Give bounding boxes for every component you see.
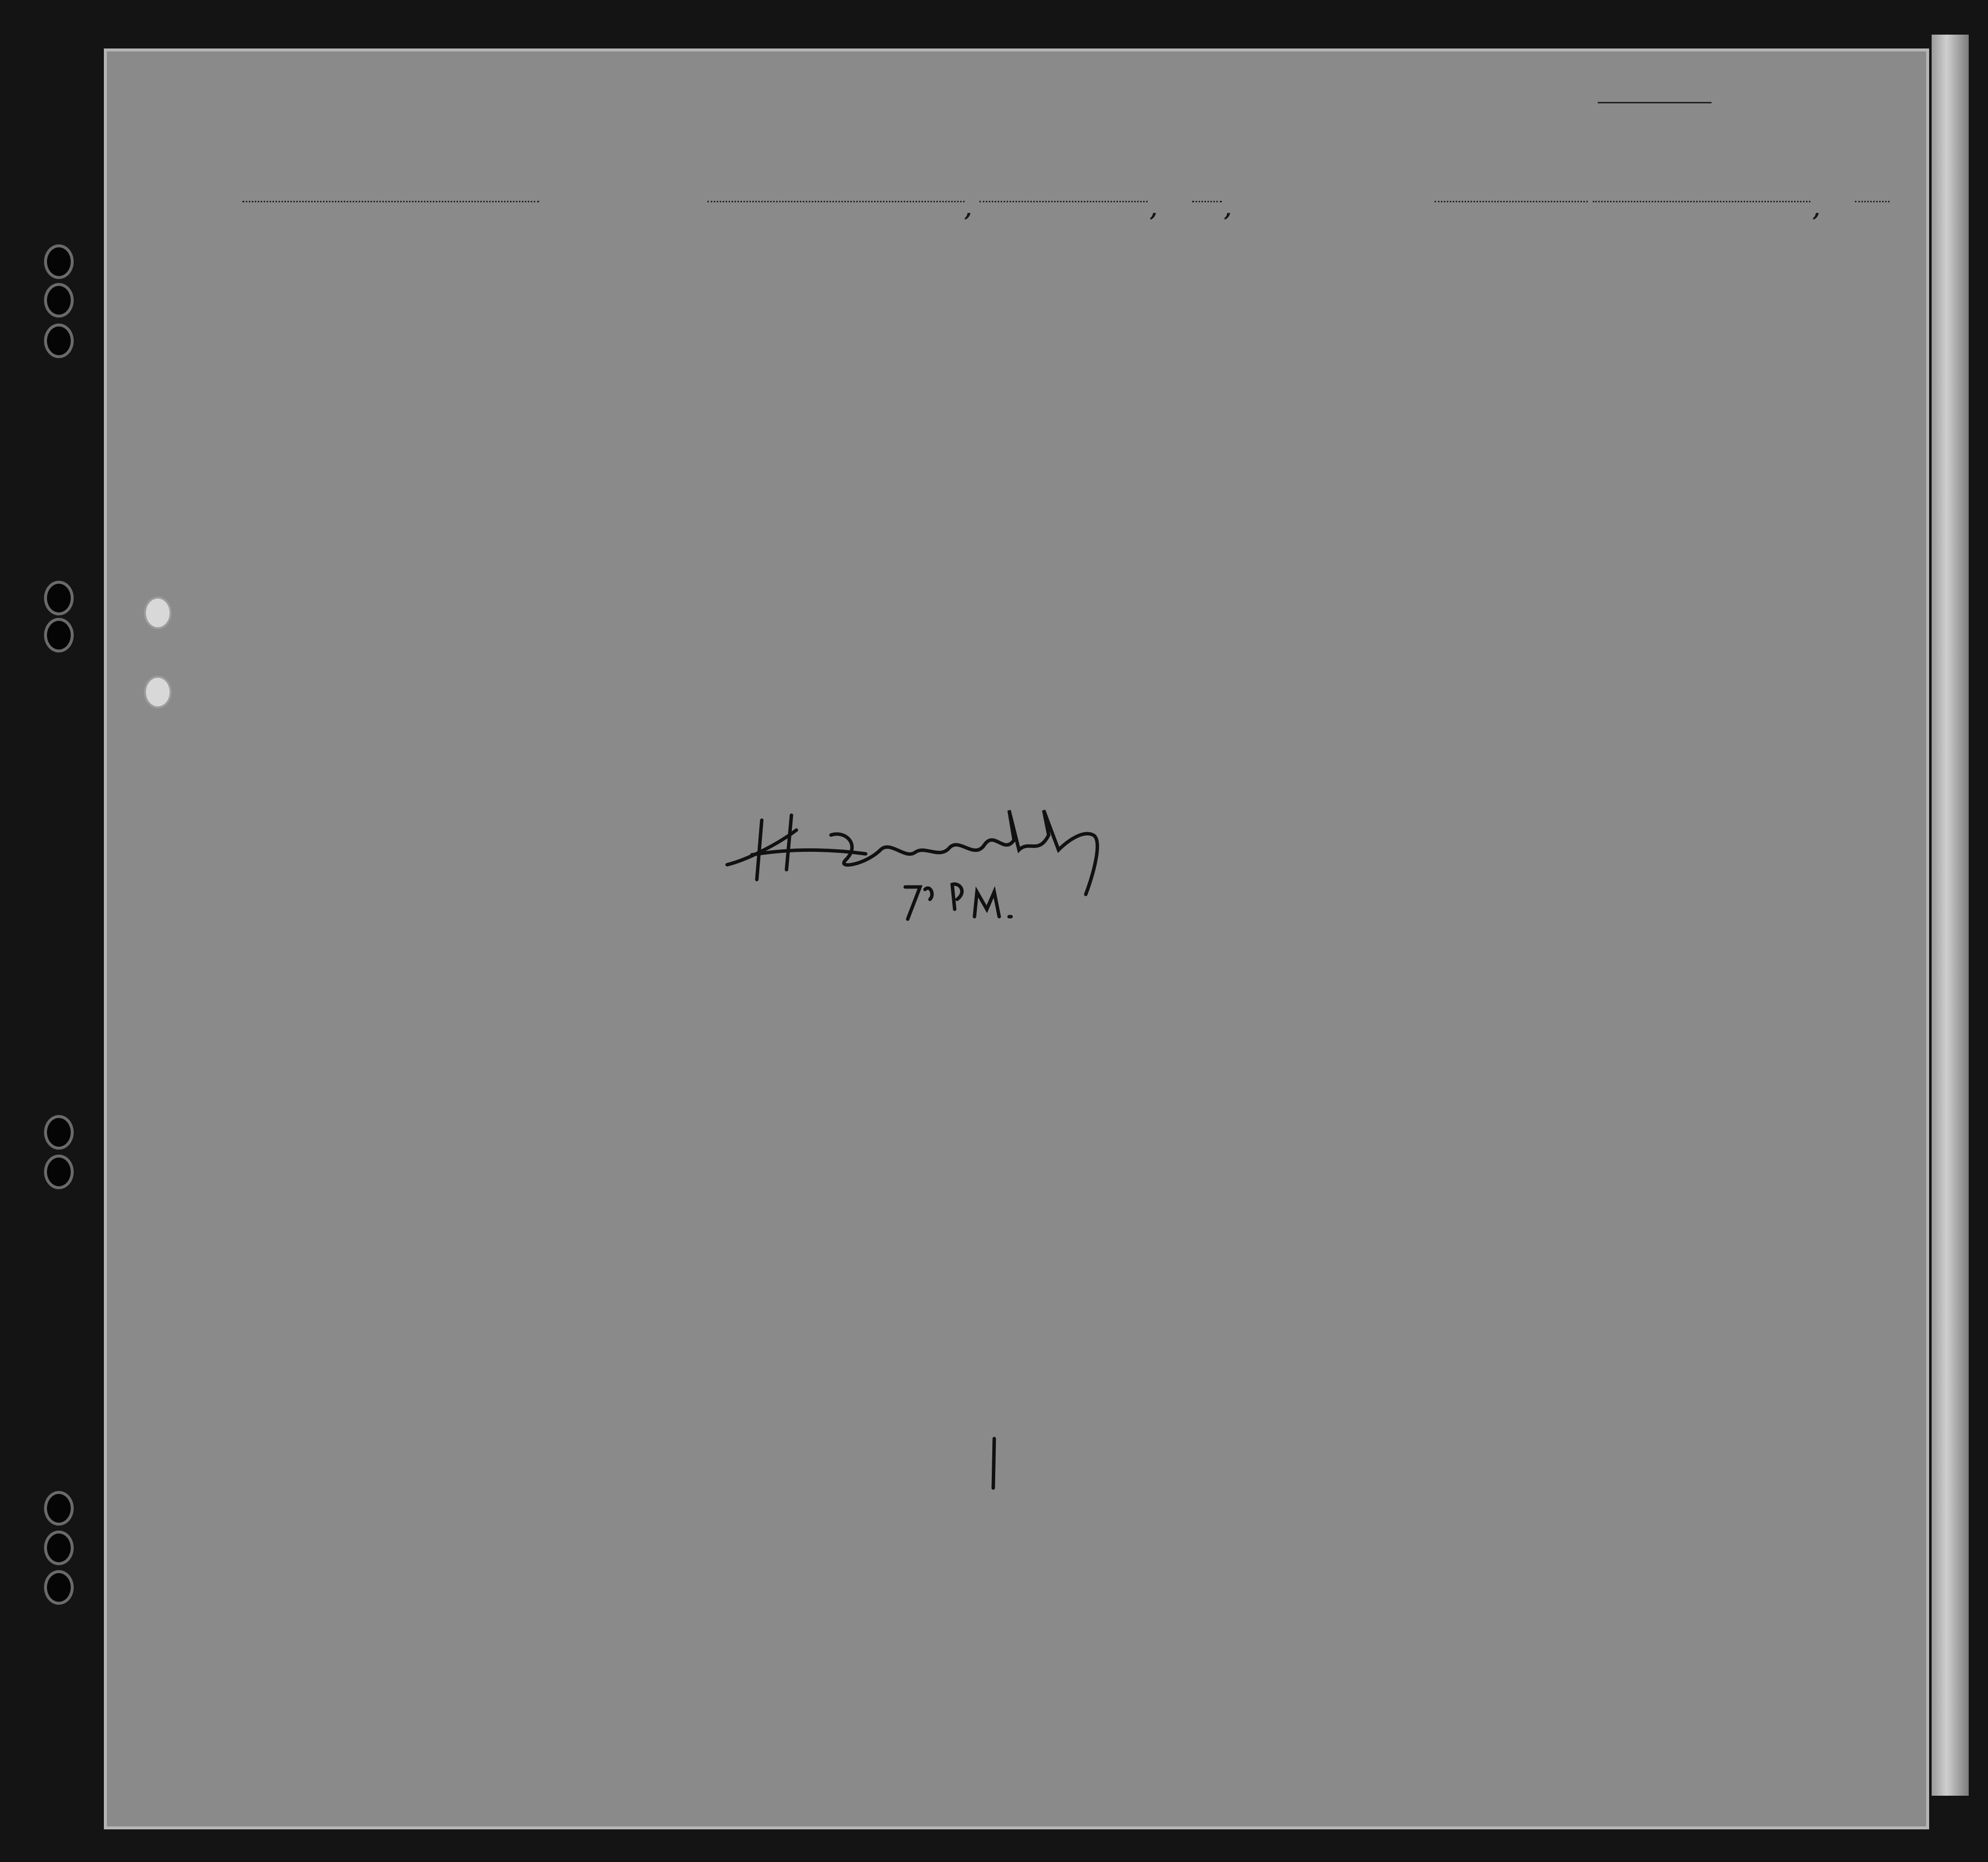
- binder-hole: [47, 1534, 71, 1562]
- binder-hole: [47, 621, 71, 650]
- binder-hole: [47, 1118, 71, 1147]
- binder-hole: [47, 247, 71, 276]
- binder-hole: [47, 1573, 71, 1602]
- manifest-sheet: [104, 48, 1929, 1829]
- signature-handwriting: [717, 800, 1133, 929]
- voyage-line: , , , ,: [188, 197, 1870, 232]
- handwritten-mark: [984, 1434, 1004, 1493]
- punched-hole: [146, 678, 170, 706]
- binder-hole: [47, 1158, 71, 1186]
- binder-hole: [47, 584, 71, 612]
- binder-hole: [47, 326, 71, 355]
- paper-edge: [1932, 35, 1969, 1796]
- table-grid: [104, 48, 1929, 1829]
- binder-holes: [47, 0, 77, 1862]
- punched-hole: [146, 599, 170, 627]
- binder-hole: [47, 286, 71, 315]
- binder-hole: [47, 1494, 71, 1523]
